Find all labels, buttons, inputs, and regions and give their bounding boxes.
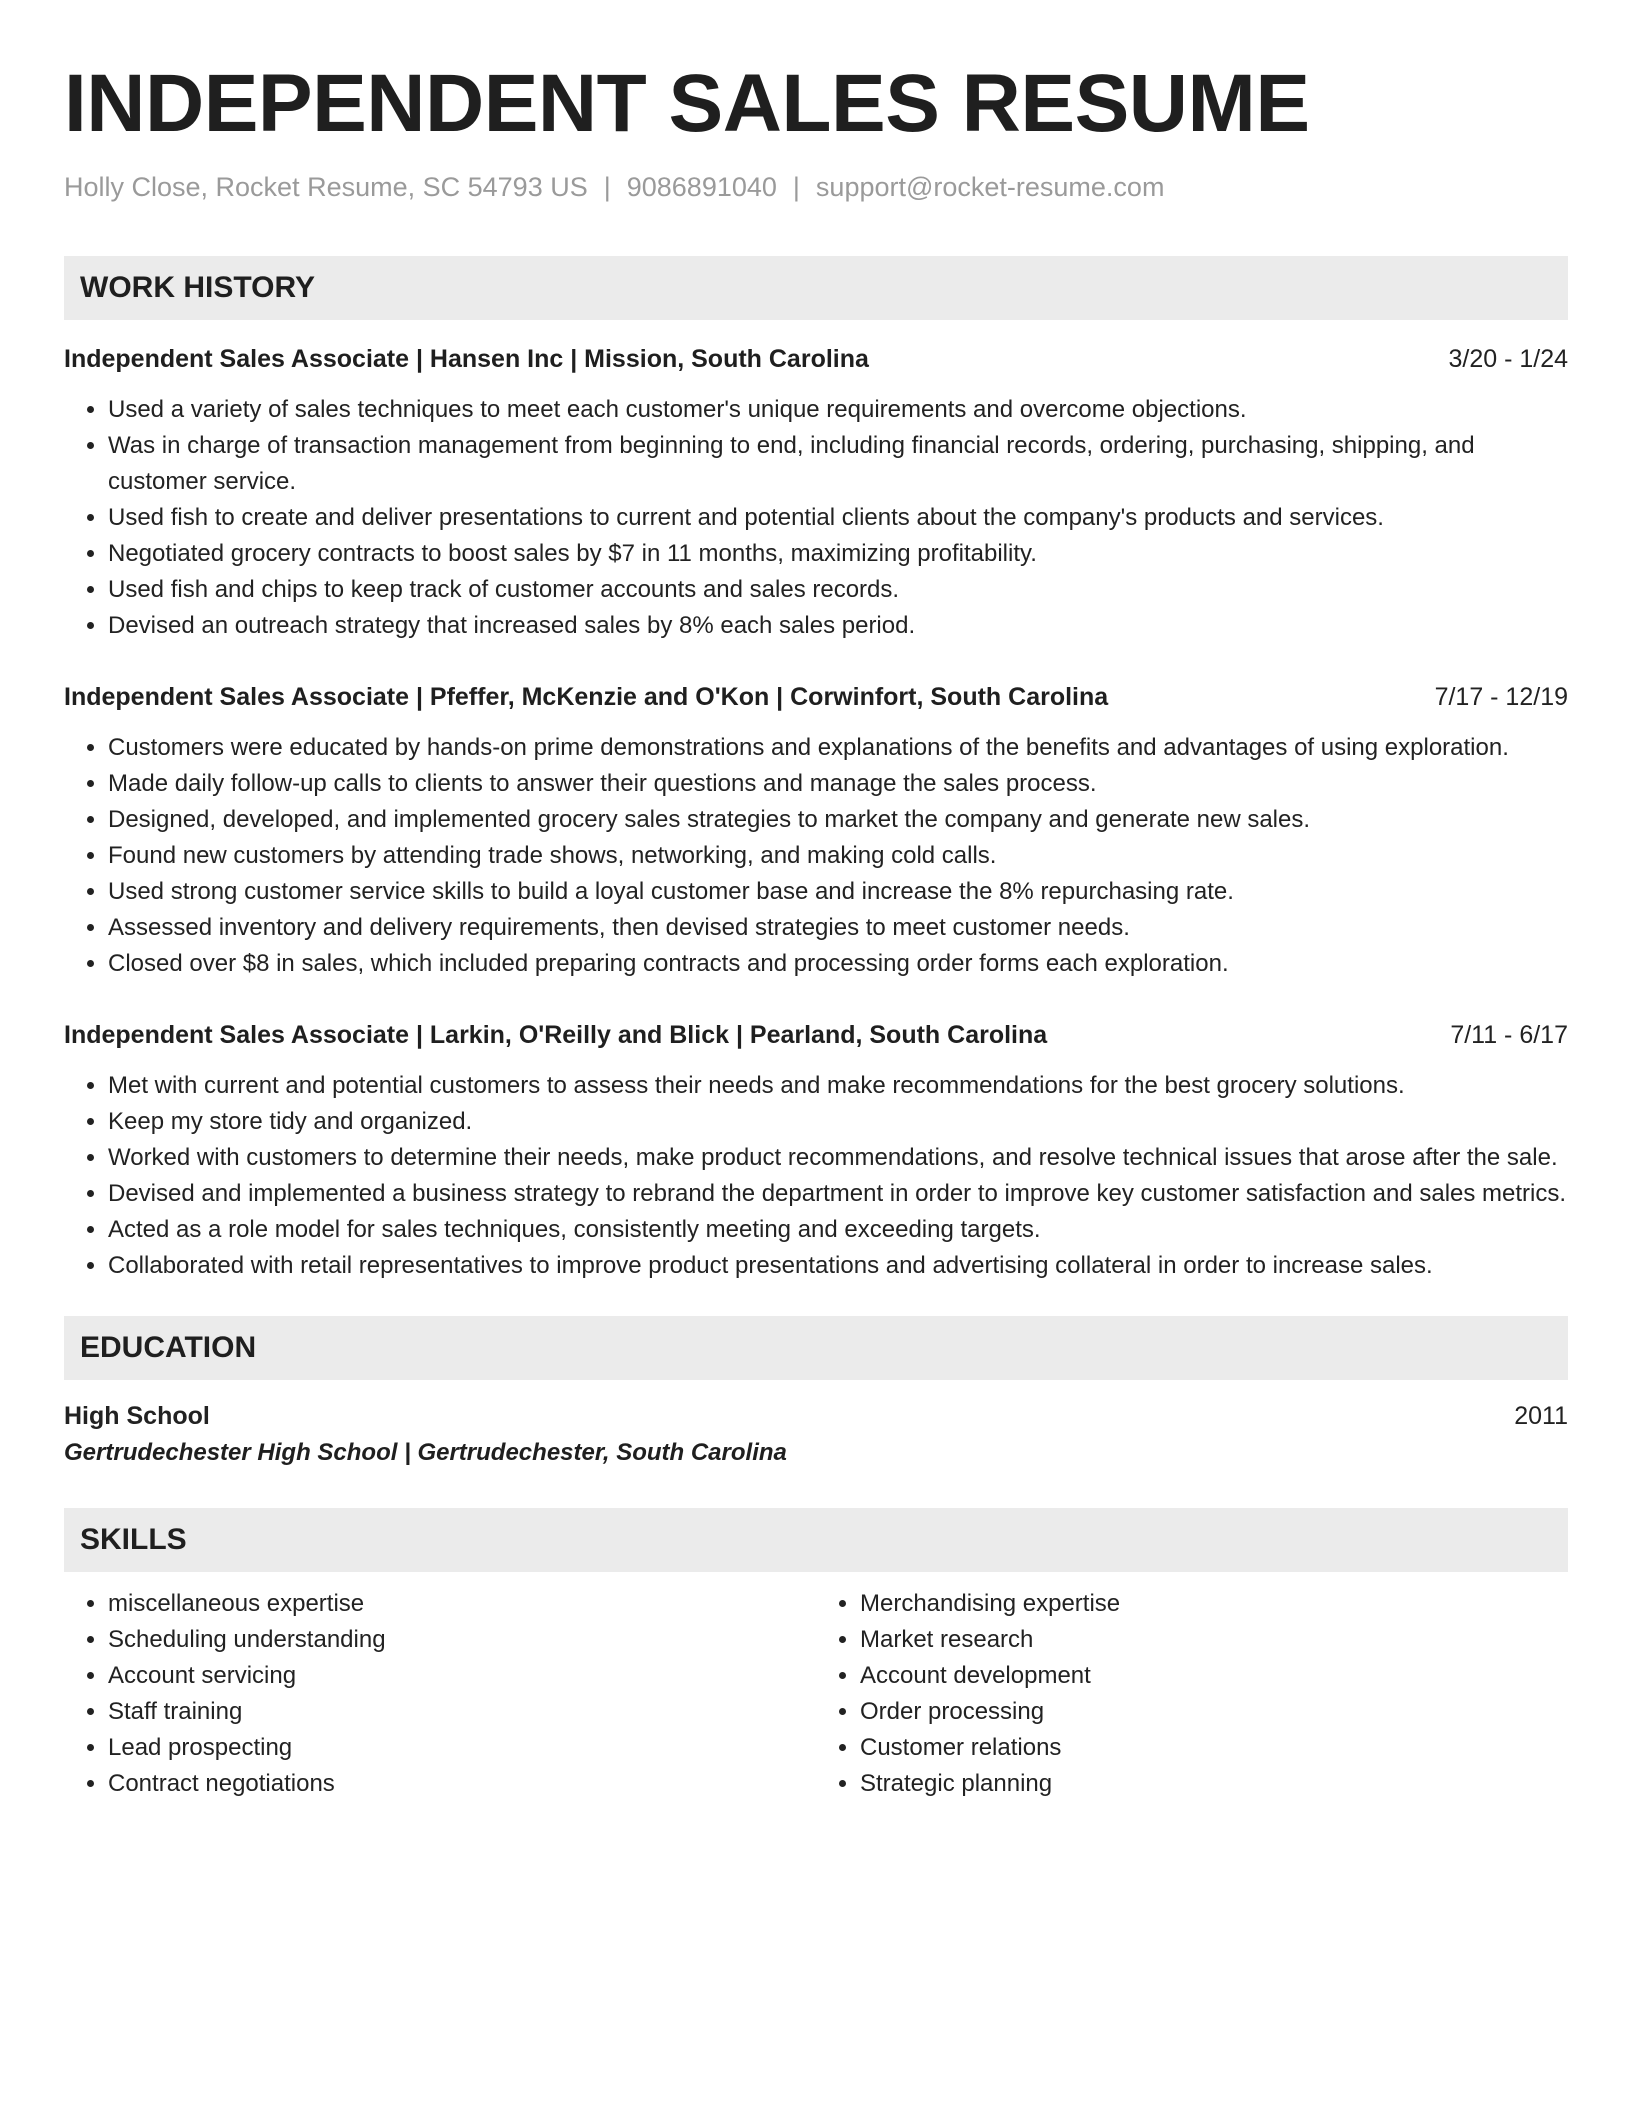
skill-item: • Staff training bbox=[108, 1694, 816, 1730]
education-entry bbox=[64, 1398, 1568, 1472]
contact-line bbox=[64, 170, 1568, 204]
education-year: 2011 bbox=[1514, 1402, 1568, 1430]
resume-title: INDEPENDENT SALES RESUME bbox=[64, 58, 1310, 149]
job-dates: 7/11 - 6/17 bbox=[1450, 1021, 1568, 1049]
skill-item: • Strategic planning bbox=[860, 1766, 1568, 1802]
education-heading: EDUCATION bbox=[64, 1316, 1568, 1380]
skill-item: • Market research bbox=[860, 1622, 1568, 1658]
job-bullet: • Devised an outreach strategy that increased sales by 8% each sales period. bbox=[108, 608, 1568, 644]
contact-phone: 9086891040 bbox=[626, 172, 777, 202]
contact-separator: | bbox=[792, 172, 800, 202]
job-bullet: • Negotiated grocery contracts to boost sales by $7 in 11 months, maximizing profitability. bbox=[108, 536, 1568, 572]
job-bullet: • Made daily follow-up calls to clients to answer their questions and manage the sales process. bbox=[108, 766, 1568, 802]
work-history-heading: WORK HISTORY bbox=[64, 256, 1568, 320]
job-header bbox=[64, 342, 1568, 376]
contact-email: support@rocket-resume.com bbox=[815, 172, 1165, 202]
job-bullet: • Acted as a role model for sales techniques, consistently meeting and exceeding targets. bbox=[108, 1212, 1568, 1248]
skill-item: • Account servicing bbox=[108, 1658, 816, 1694]
job-bullet: • Used a variety of sales techniques to meet each customer's unique requirements and overcome objections. bbox=[108, 392, 1568, 428]
job-entry bbox=[64, 680, 1568, 982]
education-degree: High School bbox=[64, 1402, 210, 1430]
job-bullet: • Used fish and chips to keep track of customer accounts and sales records. bbox=[108, 572, 1568, 608]
skill-item: • miscellaneous expertise bbox=[108, 1586, 816, 1622]
skill-item: • Account development bbox=[860, 1658, 1568, 1694]
job-dates: 3/20 - 1/24 bbox=[1448, 345, 1568, 373]
skill-item: • Lead prospecting bbox=[108, 1730, 816, 1766]
job-bullet: • Customers were educated by hands-on prime demonstrations and explanations of the benefits and advantages of using exploration. bbox=[108, 730, 1568, 766]
skill-item: • Merchandising expertise bbox=[860, 1586, 1568, 1622]
job-bullet: • Assessed inventory and delivery requirements, then devised strategies to meet customer needs. bbox=[108, 910, 1568, 946]
job-bullet: • Used strong customer service skills to build a loyal customer base and increase the 8% repurchasing rate. bbox=[108, 874, 1568, 910]
education-header bbox=[64, 1398, 1568, 1434]
job-bullets bbox=[64, 730, 1568, 982]
skill-item: • Contract negotiations bbox=[108, 1766, 816, 1802]
education-school: Gertrudechester High School | Gertrudechester, South Carolina bbox=[64, 1439, 787, 1466]
contact-address: Holly Close, Rocket Resume, SC 54793 US bbox=[64, 172, 588, 202]
job-bullet: • Worked with customers to determine their needs, make product recommendations, and resolve technical issues that arose after the sale. bbox=[108, 1140, 1568, 1176]
job-bullet: • Was in charge of transaction management from beginning to end, including financial records, ordering, purchasing, shipping, and customer service. bbox=[108, 428, 1568, 500]
job-bullet: • Keep my store tidy and organized. bbox=[108, 1104, 1568, 1140]
skills-column-right bbox=[816, 1586, 1568, 1802]
job-bullet: • Designed, developed, and implemented grocery sales strategies to market the company and generate new sales. bbox=[108, 802, 1568, 838]
job-header bbox=[64, 1018, 1568, 1052]
job-dates: 7/17 - 12/19 bbox=[1434, 683, 1568, 711]
job-bullet: • Collaborated with retail representatives to improve product presentations and advertising collateral in order to increase sales. bbox=[108, 1248, 1568, 1284]
skill-item: • Scheduling understanding bbox=[108, 1622, 816, 1658]
job-bullet: • Found new customers by attending trade shows, networking, and making cold calls. bbox=[108, 838, 1568, 874]
job-bullet: • Used fish to create and deliver presentations to current and potential clients about the company's products and services. bbox=[108, 500, 1568, 536]
job-title: Independent Sales Associate | Larkin, O'Reilly and Blick | Pearland, South Carolina bbox=[64, 1021, 1048, 1049]
job-entry bbox=[64, 1018, 1568, 1284]
job-list bbox=[64, 342, 1568, 1284]
skills-list bbox=[64, 1586, 1568, 1802]
job-title: Independent Sales Associate | Hansen Inc | Mission, South Carolina bbox=[64, 345, 869, 373]
job-bullet: • Closed over $8 in sales, which included preparing contracts and processing order forms each exploration. bbox=[108, 946, 1568, 982]
job-header bbox=[64, 680, 1568, 714]
job-entry bbox=[64, 342, 1568, 644]
skill-item: • Order processing bbox=[860, 1694, 1568, 1730]
job-bullet: • Devised and implemented a business strategy to rebrand the department in order to improve key customer satisfaction and sales metrics. bbox=[108, 1176, 1568, 1212]
job-title: Independent Sales Associate | Pfeffer, McKenzie and O'Kon | Corwinfort, South Carolina bbox=[64, 683, 1109, 711]
job-bullets bbox=[64, 1068, 1568, 1284]
job-bullets bbox=[64, 392, 1568, 644]
contact-separator: | bbox=[603, 172, 611, 202]
skills-heading: SKILLS bbox=[64, 1508, 1568, 1572]
skills-column-left bbox=[64, 1586, 816, 1802]
skill-item: • Customer relations bbox=[860, 1730, 1568, 1766]
job-bullet: • Met with current and potential customers to assess their needs and make recommendations for the best grocery solutions. bbox=[108, 1068, 1568, 1104]
